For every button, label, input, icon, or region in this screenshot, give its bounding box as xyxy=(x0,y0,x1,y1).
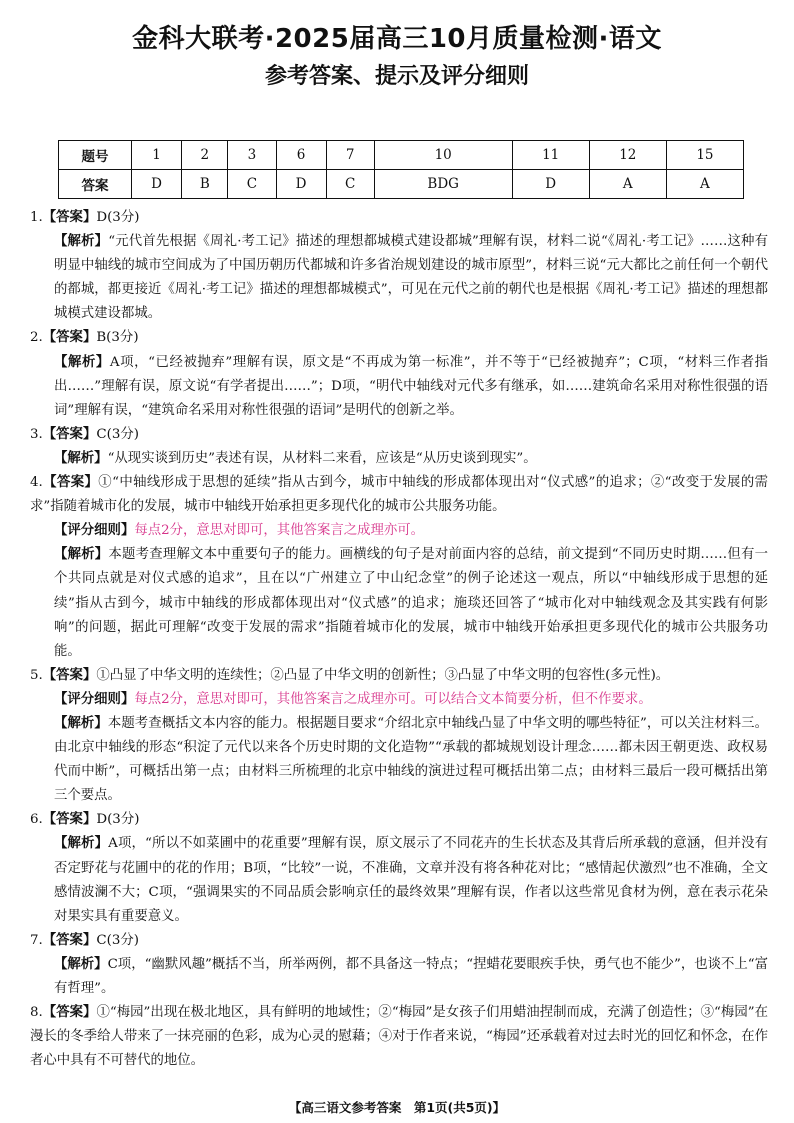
analysis-tag: 【解析】 xyxy=(54,547,109,563)
table-cell: 7 xyxy=(326,141,374,170)
table-cell: 3 xyxy=(228,141,276,170)
analysis-text: 本题考查理解文本中重要句子的能力。画横线的句子是对前面内容的总结，前文提到“不同历史时期……但有一个共同点就是对仪式感的追求”，且在以“广州建立了中山纪念堂”的例子论述这一观点，所以“中轴线形成于思想的延续”指从古到今，城市中轴线的形成都体现出对“仪式感”的追求；施琰还回答了“城市化对中轴线观念及其实践有何影响”的问题，据此可理解“改变于发展的需求”指随着城市化的发展，城市中轴线开始承担更多现代化的城市公共服务功能。 xyxy=(54,547,769,659)
table-cell: C xyxy=(326,170,374,199)
analysis-text: “从现实谈到历史”表述有误，从材料二来看，应该是“从历史谈到现实”。 xyxy=(107,450,537,466)
analysis-text: A项，“已经被抛弃”理解有误，原文是“不再成为第一标准”，并不等于“已经被抛弃”；C项，“材料三作者指出……”理解有误，原文说“有学者提出……”；D项，“明代中轴线对元代多有继承，如……建筑命名采用对称性很强的语词”理解有误，“建筑命名采用对称性很强的语词”是明代的创新之举。 xyxy=(54,354,768,418)
answer-text: C(3分) xyxy=(96,932,139,948)
question-2 xyxy=(30,326,768,422)
analysis-paragraph xyxy=(30,953,768,1001)
scoring-tag: 【评分细则】 xyxy=(54,691,135,707)
analysis-paragraph xyxy=(30,543,768,663)
table-cell: 2 xyxy=(182,141,228,170)
analysis-paragraph xyxy=(30,832,768,928)
table-cell: BDG xyxy=(374,170,512,199)
answer-line xyxy=(30,471,768,519)
analysis-paragraph xyxy=(30,351,768,423)
question-number: 2. xyxy=(30,330,43,346)
scoring-paragraph xyxy=(30,688,768,712)
scoring-paragraph xyxy=(30,519,768,543)
scoring-tag: 【评分细则】 xyxy=(54,523,135,539)
question-number: 7. xyxy=(30,932,43,948)
scoring-text: 每点2分，意思对即可，其他答案言之成理亦可。可以结合文本简要分析，但不作要求。 xyxy=(134,691,652,707)
page-subtitle: 参考答案、提示及评分细则 xyxy=(264,64,529,89)
question-8 xyxy=(30,1001,768,1073)
table-cell: 12 xyxy=(589,141,666,170)
row-label-answers: 答案 xyxy=(59,170,132,199)
page-footer: 【高三语文参考答案 第1页(共5页)】 xyxy=(288,1100,506,1115)
analysis-paragraph xyxy=(30,712,768,808)
row-label-numbers: 题号 xyxy=(59,141,132,170)
answer-line xyxy=(30,664,768,688)
table-cell: 1 xyxy=(132,141,182,170)
table-cell: 10 xyxy=(374,141,512,170)
answer-line xyxy=(30,1001,768,1073)
table-cell: 6 xyxy=(276,141,326,170)
answer-table xyxy=(58,140,744,199)
answer-line xyxy=(30,808,768,832)
question-3 xyxy=(30,423,768,471)
analysis-paragraph xyxy=(30,230,768,326)
analysis-tag: 【解析】 xyxy=(54,956,108,972)
answer-tag: 【答案】 xyxy=(42,210,97,225)
table-cell: B xyxy=(182,170,228,199)
question-number: 1. xyxy=(30,210,43,225)
question-4 xyxy=(30,471,768,664)
question-6 xyxy=(30,808,768,928)
analysis-text: 本题考查概括文本内容的能力。根据题目要求“介绍北京中轴线凸显了中华文明的哪些特征”，可以关注材料三。由北京中轴线的形态“积淀了元代以来各个历史时期的文化造物”“承载的都城规划设计理念……都未因王朝更迭、政权易代而中断”，可概括出第一点；由材料三所梳理的北京中轴线的演进过程可概括出第二点；由材料三最后一段可概括出第三个要点。 xyxy=(54,715,768,804)
table-row-numbers xyxy=(59,141,744,170)
answer-tag: 【答案】 xyxy=(42,1005,97,1021)
table-row-answers xyxy=(59,170,744,199)
answer-text: C(3分) xyxy=(96,426,139,442)
analysis-tag: 【解析】 xyxy=(54,234,109,250)
analysis-tag: 【解析】 xyxy=(54,715,108,731)
table-cell: A xyxy=(589,170,666,199)
analysis-text: C项，“幽默风趣”概括不当，所举两例，都不具备这一特点；“捏蜡花要眼疾手快，勇气也不能少”，也谈不上“富有哲理”。 xyxy=(54,956,769,996)
answer-line xyxy=(30,326,768,350)
answer-tag: 【答案】 xyxy=(42,667,97,683)
answer-line xyxy=(30,206,768,230)
answer-tag: 【答案】 xyxy=(42,330,97,346)
page-title: 金科大联考·2025届高三10月质量检测·语文 xyxy=(132,24,662,54)
table-cell: D xyxy=(512,170,589,199)
analysis-text: A项，“所以不如菜圃中的花重要”理解有误，原文展示了不同花卉的生长状态及其背后所承载的意涵，但并没有否定野花与花圃中的花的作用；B项，“比较”一说，不准确，文章并没有将各种花对比；“感情起伏激烈”也不准确，全文感情波澜不大；C项，“强调果实的不同品质会影响京任的最终效果”理解有误，作者以这些常见食材为例，意在表示花朵对果实具有重要意义。 xyxy=(54,836,769,924)
scoring-text: 每点2分，意思对即可，其他答案言之成理亦可。 xyxy=(134,523,425,539)
answer-text: B(3分) xyxy=(96,330,139,346)
question-number: 8. xyxy=(30,1005,43,1021)
answer-text: D(3分) xyxy=(96,210,140,225)
question-7 xyxy=(30,929,768,1001)
table-cell: C xyxy=(228,170,276,199)
question-number: 5. xyxy=(30,667,43,683)
answer-explanations xyxy=(30,206,768,1073)
question-5 xyxy=(30,664,768,809)
answer-text: ①“中轴线形成于思想的延续”指从古到今，城市中轴线的形成都体现出对“仪式感”的追求；②“改变于发展的需求”指随着城市化的发展，城市中轴线开始承担更多现代化的城市公共服务功能。 xyxy=(30,475,768,515)
answer-text: ①凸显了中华文明的连续性；②凸显了中华文明的创新性；③凸显了中华文明的包容性(多元性)。 xyxy=(96,667,670,683)
analysis-tag: 【解析】 xyxy=(54,354,110,370)
answer-line xyxy=(30,929,768,953)
table-cell: D xyxy=(132,170,182,199)
analysis-text: “元代首先根据《周礼·考工记》描述的理想都城模式建设都城”理解有误，材料二说“《周礼·考工记》……这种有明显中轴线的城市空间成为了中国历朝历代都城和许多省治规划建设的城市原型”，材料三说“元大都比之前任何一个朝代的都城，都更接近《周礼·考工记》描述的理想都城模式”，可见在元代之前的朝代也是根据《周礼·考工记》描述的理想都城模式建设都城。 xyxy=(54,234,768,322)
answer-tag: 【答案】 xyxy=(42,426,97,442)
question-number: 6. xyxy=(30,812,43,828)
answer-line xyxy=(30,423,768,447)
analysis-tag: 【解析】 xyxy=(54,450,108,466)
answer-tag: 【答案】 xyxy=(42,475,99,491)
answer-tag: 【答案】 xyxy=(42,812,97,828)
table-cell: A xyxy=(666,170,743,199)
analysis-paragraph xyxy=(30,447,768,471)
table-cell: D xyxy=(276,170,326,199)
question-number: 3. xyxy=(30,426,43,442)
table-cell: 15 xyxy=(666,141,743,170)
question-1 xyxy=(30,206,768,326)
table-cell: 11 xyxy=(512,141,589,170)
analysis-tag: 【解析】 xyxy=(54,836,109,852)
question-number: 4. xyxy=(30,475,43,491)
answer-tag: 【答案】 xyxy=(42,932,97,948)
answer-text: ①“梅园”出现在极北地区，具有鲜明的地域性；②“梅园”是女孩子们用蜡油捏制而成，充满了创造性；③“梅园”在漫长的冬季给人带来了一抹亮丽的色彩，成为心灵的慰藉；④对于作者来说，“梅园”还承载着对过去时光的回忆和怀念，在作者心中具有不可替代的地位。 xyxy=(30,1005,768,1069)
answer-text: D(3分) xyxy=(96,812,140,828)
